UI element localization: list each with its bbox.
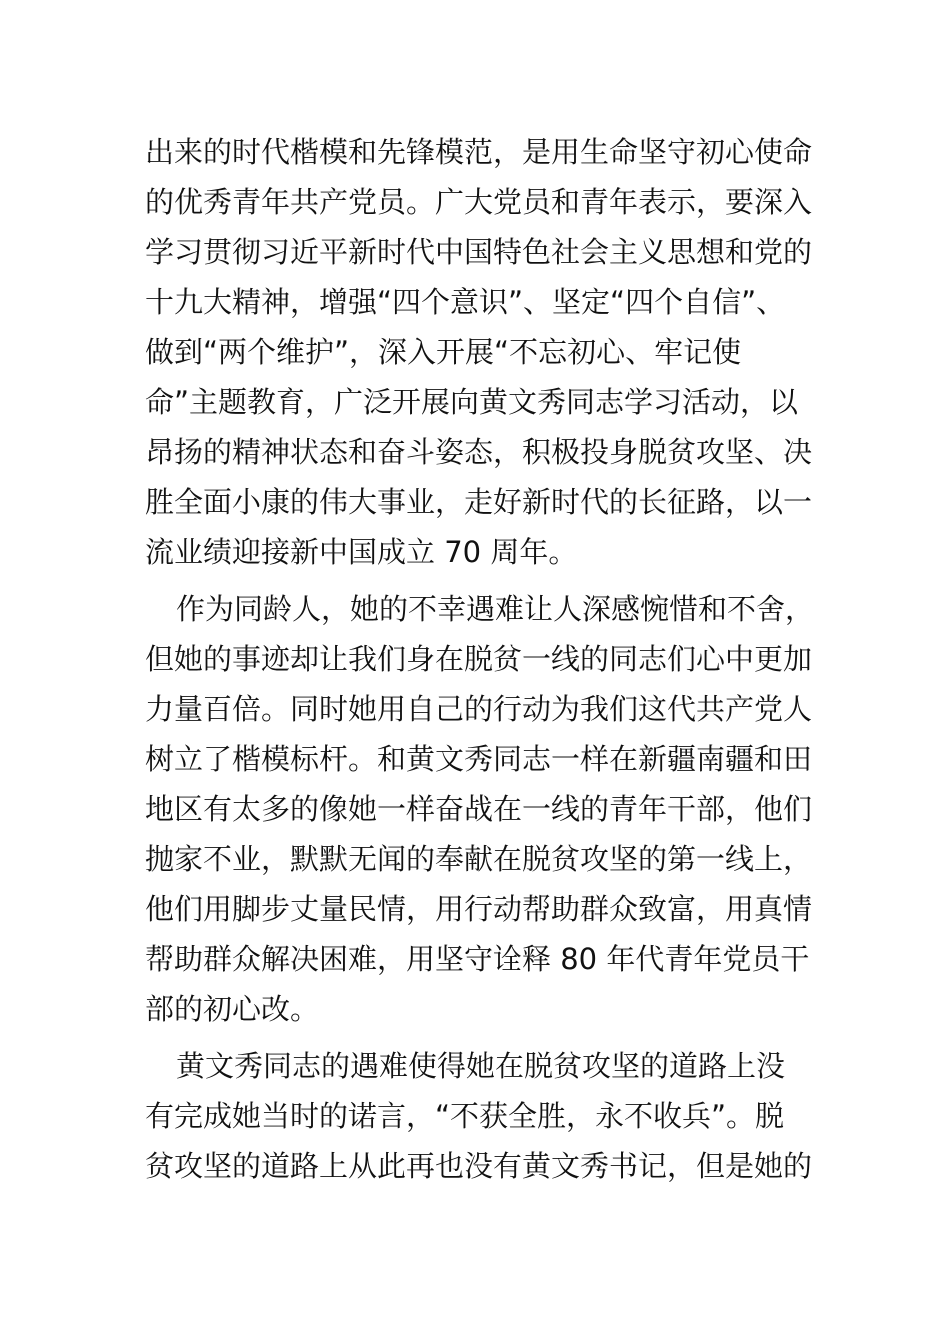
text-line: 黄文秀同志的遇难使得她在脱贫攻坚的道路上没 [176, 1049, 786, 1083]
text-line: 有完成她当时的诺言，“不获全胜，永不收兵”。脱 [145, 1099, 785, 1133]
document-body [145, 127, 825, 1191]
text-line: 抛家不业，默默无闻的奉献在脱贫攻坚的第一线上， [145, 842, 813, 876]
paragraph-spacer [145, 1034, 825, 1041]
paragraph-3 [145, 1041, 825, 1191]
text-line: 帮助群众解决困难，用坚守诠释 80 年代青年党员干 [145, 942, 810, 976]
text-line: 十九大精神，增强“四个意识”、坚定“四个自信”、 [145, 285, 786, 319]
text-line: 出来的时代楷模和先锋模范，是用生命坚守初心使命 [145, 135, 813, 169]
text-line: 树立了楷模标杆。和黄文秀同志一样在新疆南疆和田 [145, 742, 813, 776]
text-line: 但她的事迹却让我们身在脱贫一线的同志们心中更加 [145, 642, 813, 676]
text-line: 力量百倍。同时她用自己的行动为我们这代共产党人 [145, 692, 813, 726]
text-line: 做到“两个维护”，深入开展“不忘初心、牢记使 [145, 335, 742, 369]
text-line: 的优秀青年共产党员。广大党员和青年表示，要深入 [145, 185, 813, 219]
text-line: 地区有太多的像她一样奋战在一线的青年干部，他们 [145, 792, 813, 826]
text-line: 命”主题教育，广泛开展向黄文秀同志学习活动，以 [145, 385, 799, 419]
text-line: 学习贯彻习近平新时代中国特色社会主义思想和党的 [145, 235, 813, 269]
text-line: 贫攻坚的道路上从此再也没有黄文秀书记，但是她的 [145, 1149, 813, 1183]
text-line: 流业绩迎接新中国成立 70 周年。 [145, 535, 578, 569]
text-line: 胜全面小康的伟大事业，走好新时代的长征路，以一 [145, 485, 813, 519]
paragraph-spacer [145, 577, 825, 584]
text-line: 昂扬的精神状态和奋斗姿态，积极投身脱贫攻坚、决 [145, 435, 813, 469]
paragraph-1 [145, 127, 825, 577]
text-line: 他们用脚步丈量民情，用行动帮助群众致富，用真情 [145, 892, 813, 926]
text-line: 作为同龄人，她的不幸遇难让人深感惋惜和不舍， [176, 592, 815, 626]
paragraph-2 [145, 584, 825, 1034]
text-line: 部的初心改。 [145, 992, 320, 1026]
